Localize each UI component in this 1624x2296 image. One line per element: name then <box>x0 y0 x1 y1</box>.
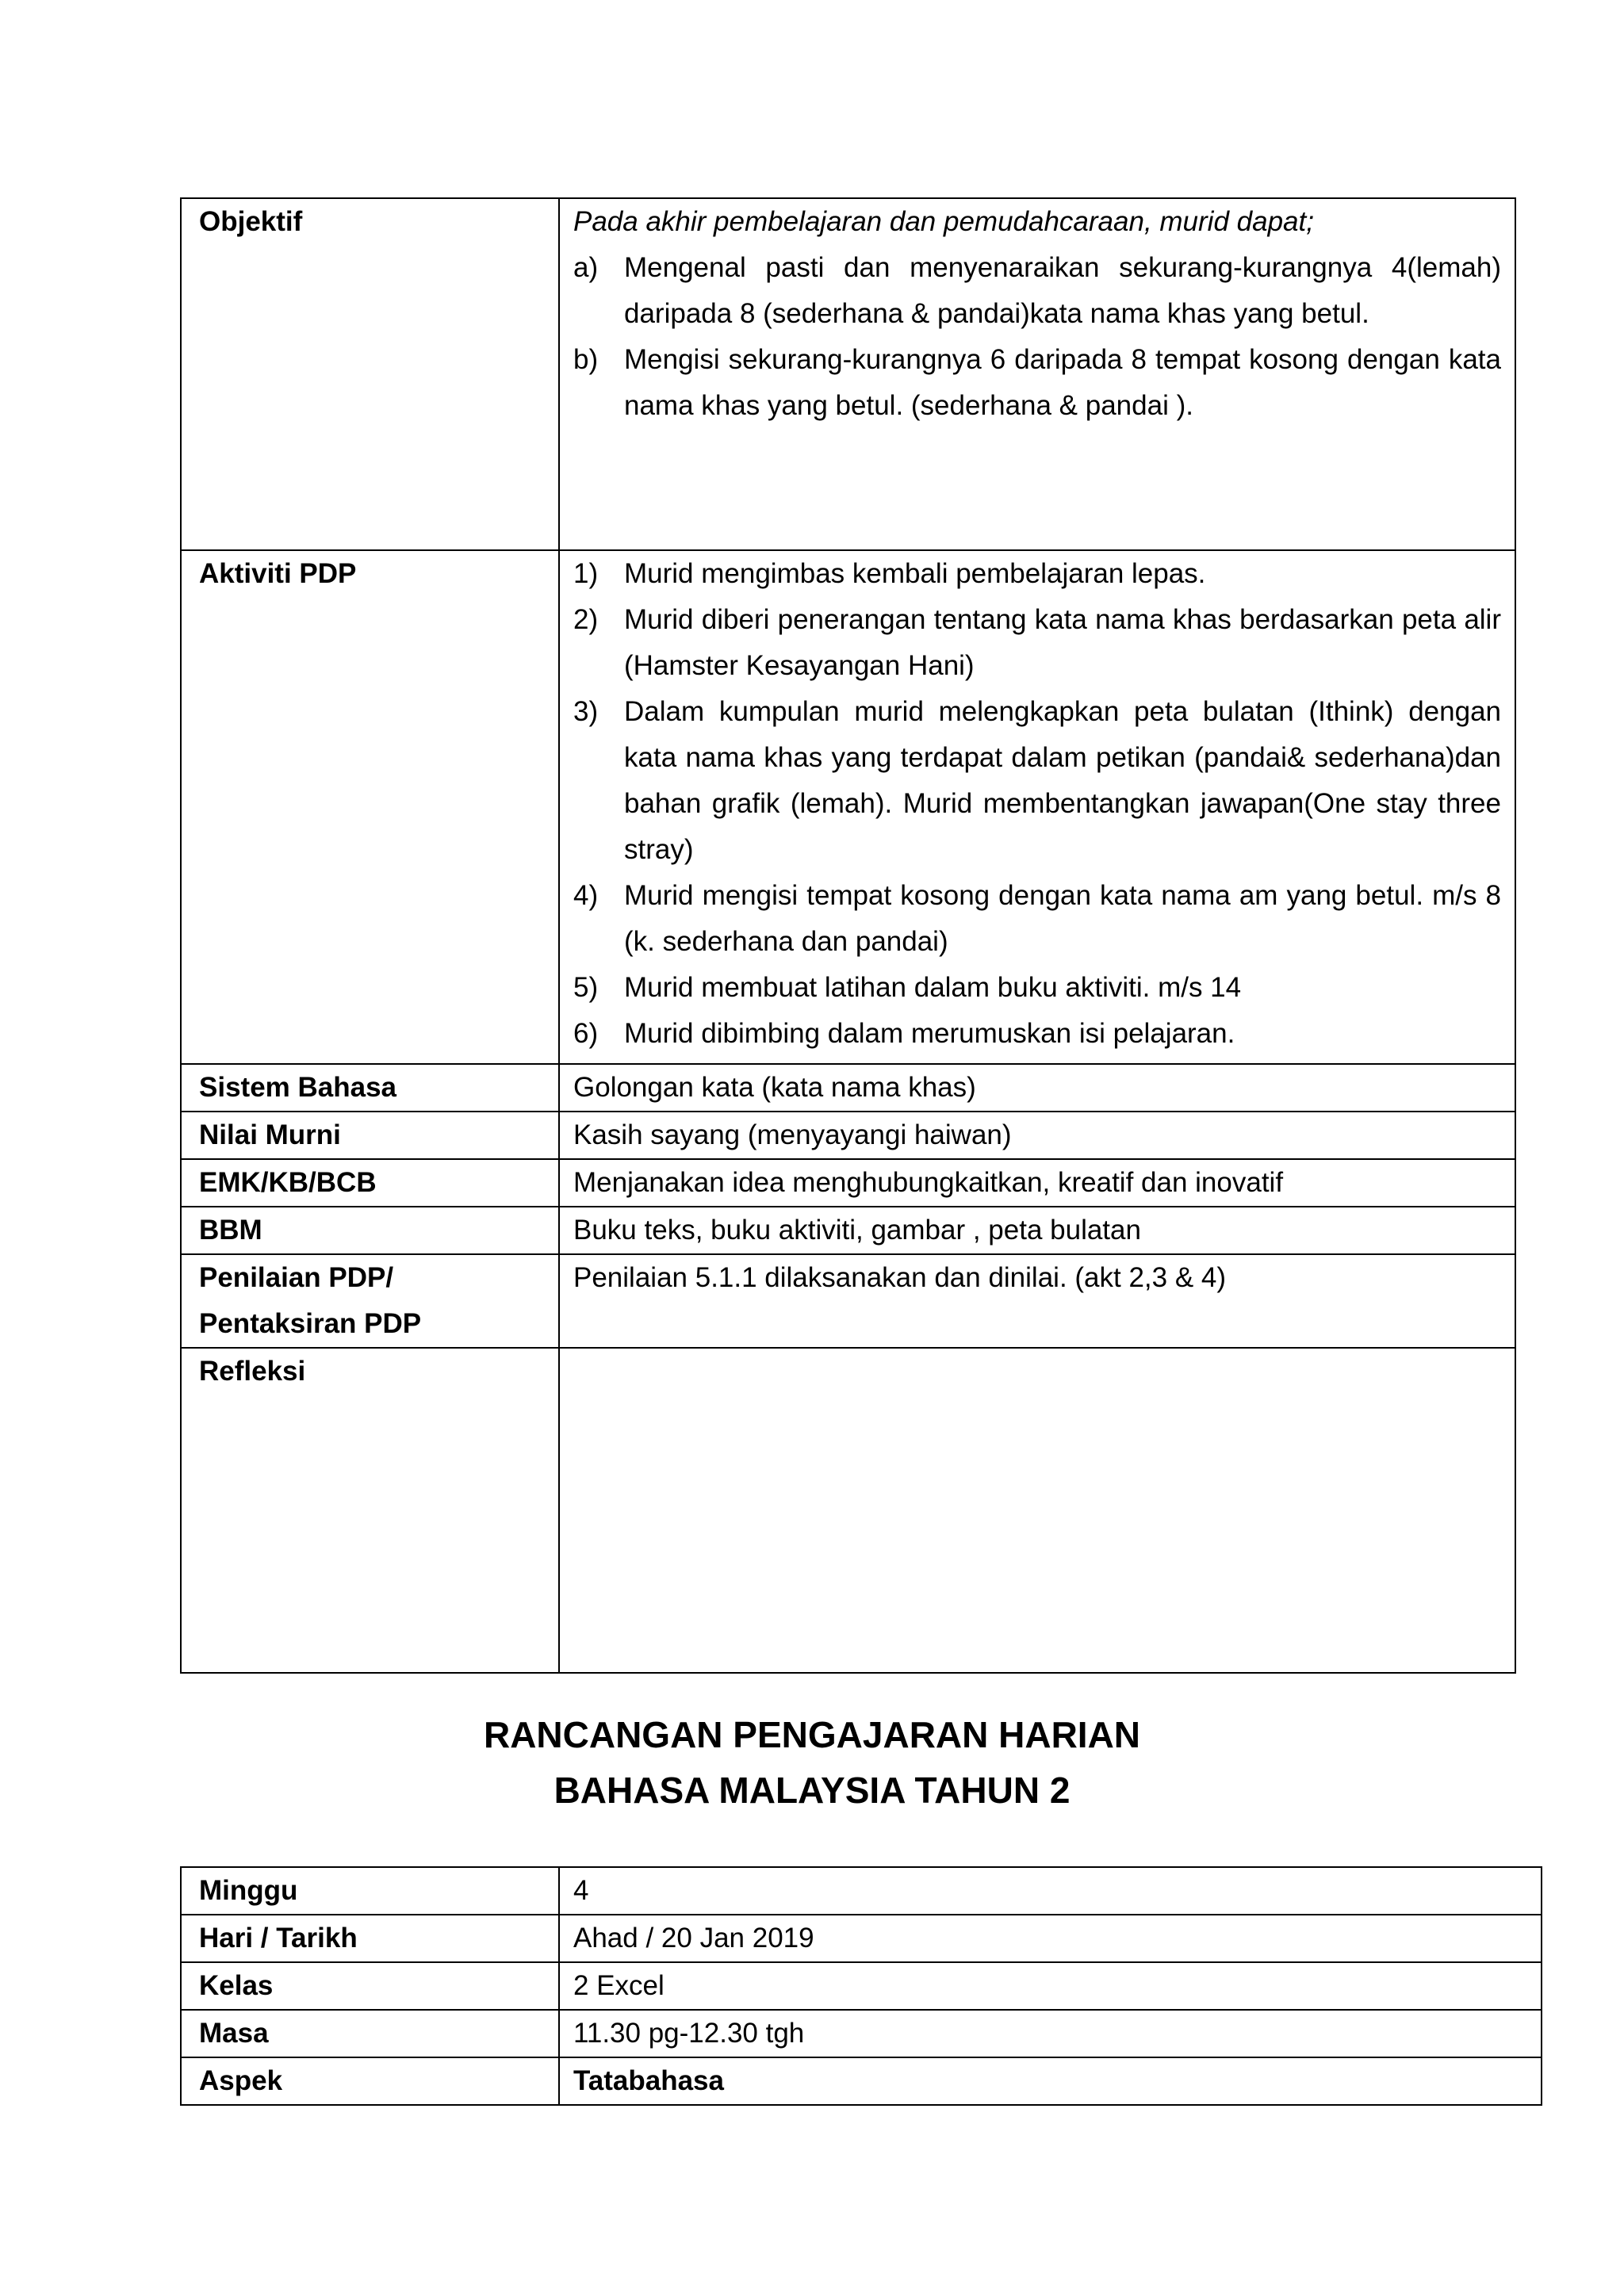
list-item <box>573 551 1501 597</box>
row-bbm <box>181 1207 1515 1254</box>
list-text: Dalam kumpulan murid melengkapkan peta bulatan (Ithink) dengan kata nama khas yang terdapat dalam petikan (pandai& sederhana)dan bahan grafik (lemah). Murid membentangkan jawapan(One stay three stray) <box>624 696 1501 865</box>
list-text: Murid dibimbing dalam merumuskan isi pelajaran. <box>624 1018 1235 1049</box>
value-penilaian: Penilaian 5.1.1 dilaksanakan dan dinilai. (akt 2,3 & 4) <box>559 1254 1515 1348</box>
row-sistem-bahasa <box>181 1064 1515 1112</box>
label-penilaian-line1: Penilaian PDP/ <box>199 1262 394 1293</box>
list-item <box>573 689 1501 873</box>
list-item <box>573 597 1501 689</box>
value-minggu: 4 <box>559 1867 1542 1915</box>
value-hari: Ahad / 20 Jan 2019 <box>559 1915 1542 1962</box>
objektif-intro: Pada akhir pembelajaran dan pemudahcaraan, murid dapat; <box>573 206 1314 237</box>
aktiviti-list <box>573 551 1501 1057</box>
objektif-list <box>573 245 1501 429</box>
label-bbm: BBM <box>181 1207 559 1254</box>
label-emk: EMK/KB/BCB <box>181 1159 559 1207</box>
label-penilaian-line2: Pentaksiran PDP <box>199 1308 422 1339</box>
list-item <box>573 245 1501 337</box>
row-emk <box>181 1159 1515 1207</box>
label-objektif: Objektif <box>181 198 559 550</box>
value-kelas: 2 Excel <box>559 1962 1542 2010</box>
page-title-line1: RANCANGAN PENGAJARAN HARIAN <box>483 1714 1141 1755</box>
row-masa <box>181 2010 1542 2057</box>
row-refleksi <box>181 1348 1515 1673</box>
list-text: Mengisi sekurang-kurangnya 6 daripada 8 tempat kosong dengan kata nama khas yang betul. (sederhana & pandai ). <box>624 344 1501 421</box>
label-minggu: Minggu <box>181 1867 559 1915</box>
row-hari <box>181 1915 1542 1962</box>
list-text: Murid diberi penerangan tentang kata nama khas berdasarkan peta alir (Hamster Kesayangan Hani) <box>624 604 1501 681</box>
value-aspek: Tatabahasa <box>559 2057 1542 2105</box>
list-text: Murid membuat latihan dalam buku aktiviti. m/s 14 <box>624 972 1242 1003</box>
list-marker: a) <box>573 252 599 283</box>
label-aspek: Aspek <box>181 2057 559 2105</box>
row-minggu <box>181 1867 1542 1915</box>
list-text: Mengenal pasti dan menyenaraikan sekurang-kurangnya 4(lemah) daripada 8 (sederhana & pandai)kata nama khas yang betul. <box>624 252 1501 329</box>
value-emk: Menjanakan idea menghubungkaitkan, kreatif dan inovatif <box>559 1159 1515 1207</box>
list-marker: 6) <box>573 1018 599 1049</box>
label-refleksi: Refleksi <box>181 1348 559 1673</box>
list-item <box>573 1011 1501 1057</box>
value-objektif <box>559 198 1515 550</box>
label-hari: Hari / Tarikh <box>181 1915 559 1962</box>
label-aktiviti: Aktiviti PDP <box>181 550 559 1064</box>
value-sistem-bahasa: Golongan kata (kata nama khas) <box>559 1064 1515 1112</box>
label-sistem-bahasa: Sistem Bahasa <box>181 1064 559 1112</box>
info-table <box>180 1866 1542 2106</box>
list-marker: 4) <box>573 880 599 911</box>
value-masa: 11.30 pg-12.30 tgh <box>559 2010 1542 2057</box>
list-marker: 3) <box>573 696 599 727</box>
row-kelas <box>181 1962 1542 2010</box>
list-marker: 5) <box>573 972 599 1003</box>
value-aktiviti <box>559 550 1515 1064</box>
value-bbm: Buku teks, buku aktiviti, gambar , peta bulatan <box>559 1207 1515 1254</box>
row-aspek <box>181 2057 1542 2105</box>
list-marker: b) <box>573 344 599 375</box>
list-item <box>573 873 1501 965</box>
row-penilaian <box>181 1254 1515 1348</box>
label-nilai-murni: Nilai Murni <box>181 1112 559 1159</box>
value-refleksi <box>559 1348 1515 1673</box>
label-masa: Masa <box>181 2010 559 2057</box>
row-objektif <box>181 198 1515 550</box>
label-penilaian <box>181 1254 559 1348</box>
value-nilai-murni: Kasih sayang (menyayangi haiwan) <box>559 1112 1515 1159</box>
list-text: Murid mengimbas kembali pembelajaran lepas. <box>624 558 1206 589</box>
row-aktiviti <box>181 550 1515 1064</box>
lesson-plan-table <box>180 197 1516 1674</box>
list-item <box>573 337 1501 429</box>
page-title-line2: BAHASA MALAYSIA TAHUN 2 <box>553 1770 1071 1811</box>
list-marker: 1) <box>573 558 599 589</box>
list-marker: 2) <box>573 604 599 635</box>
label-kelas: Kelas <box>181 1962 559 2010</box>
list-item <box>573 965 1501 1011</box>
row-nilai-murni <box>181 1112 1515 1159</box>
list-text: Murid mengisi tempat kosong dengan kata nama am yang betul. m/s 8 (k. sederhana dan pandai) <box>624 880 1501 957</box>
